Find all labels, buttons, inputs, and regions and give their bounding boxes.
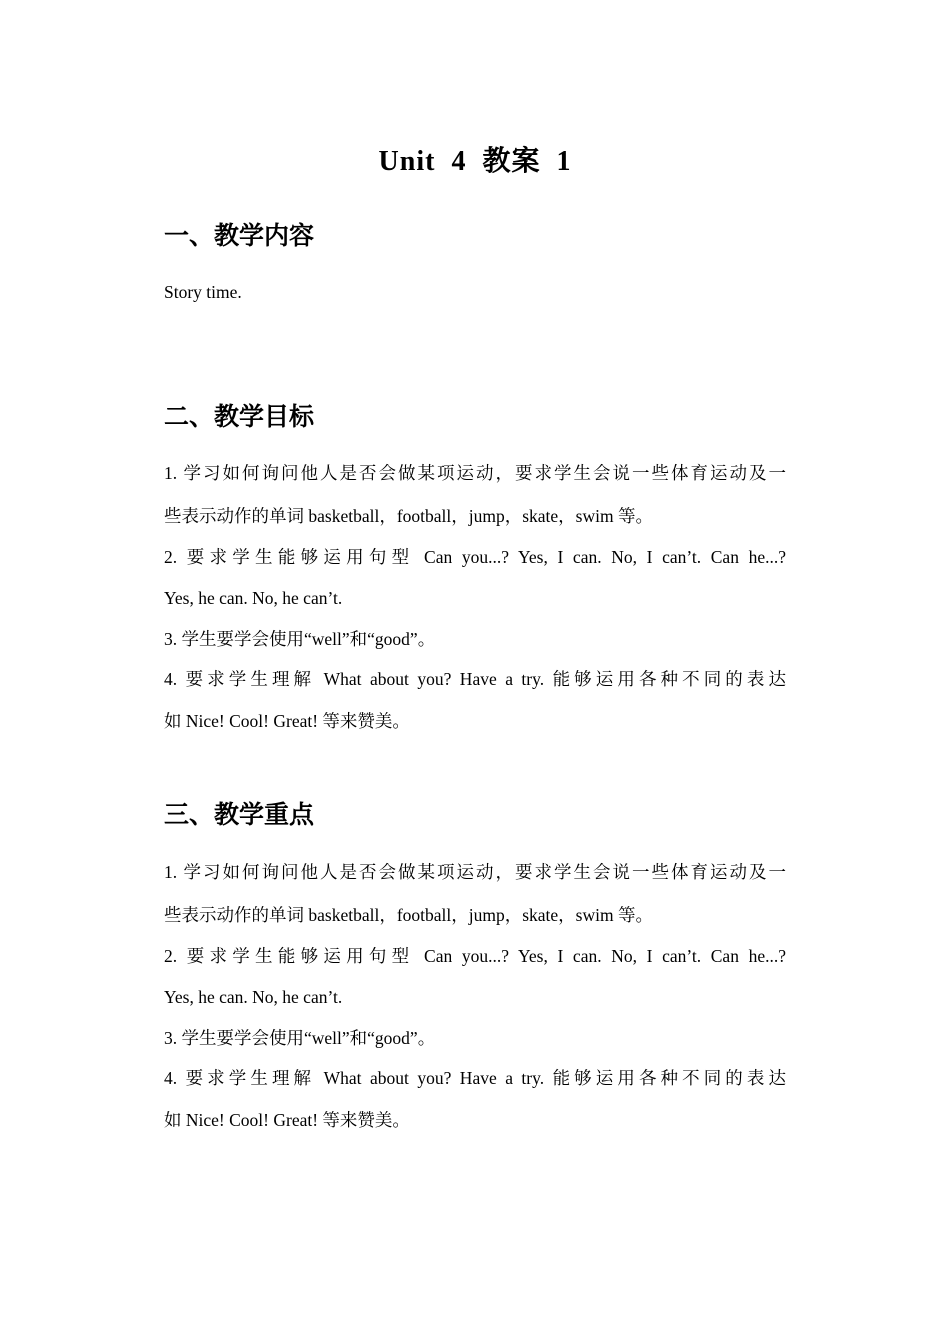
paragraph-line: 4. 要求学生理解 What about you? Have a try. 能够运用各种不同的表达 [164,669,786,689]
paragraph-line: Yes, he can. No, he can’t. [164,588,343,608]
paragraph-line: 些表示动作的单词 basketball，football，jump，skate，swim 等。 [164,905,653,925]
paragraph-line: 如 Nice! Cool! Great! 等来赞美。 [164,711,410,731]
paragraph-line: 如 Nice! Cool! Great! 等来赞美。 [164,1110,410,1130]
section-heading-teaching-objectives: 二、教学目标 [164,404,315,431]
paragraph-line: 1. 学习如何询问他人是否会做某项运动，要求学生会说一些体育运动及一 [164,862,786,882]
paragraph-line: 1. 学习如何询问他人是否会做某项运动，要求学生会说一些体育运动及一 [164,463,786,483]
paragraph-line: Story time. [164,282,242,302]
paragraph-line: 3. 学生要学会使用“well”和“good”。 [164,1028,436,1048]
paragraph-line: 3. 学生要学会使用“well”和“good”。 [164,629,436,649]
section-heading-teaching-content: 一、教学内容 [164,223,315,250]
paragraph-line: 2. 要求学生能够运用句型 Can you...? Yes, I can. No, I can’t. Can he...? [164,547,786,567]
paragraph-line: 4. 要求学生理解 What about you? Have a try. 能够运用各种不同的表达 [164,1068,786,1088]
section-heading-teaching-key-points: 三、教学重点 [164,802,315,829]
paragraph-line: 2. 要求学生能够运用句型 Can you...? Yes, I can. No, I can’t. Can he...? [164,946,786,966]
paragraph-line: Yes, he can. No, he can’t. [164,987,343,1007]
paragraph-line: 些表示动作的单词 basketball，football，jump，skate，swim 等。 [164,506,653,526]
document-title: Unit 4 教案 1 [378,146,572,177]
